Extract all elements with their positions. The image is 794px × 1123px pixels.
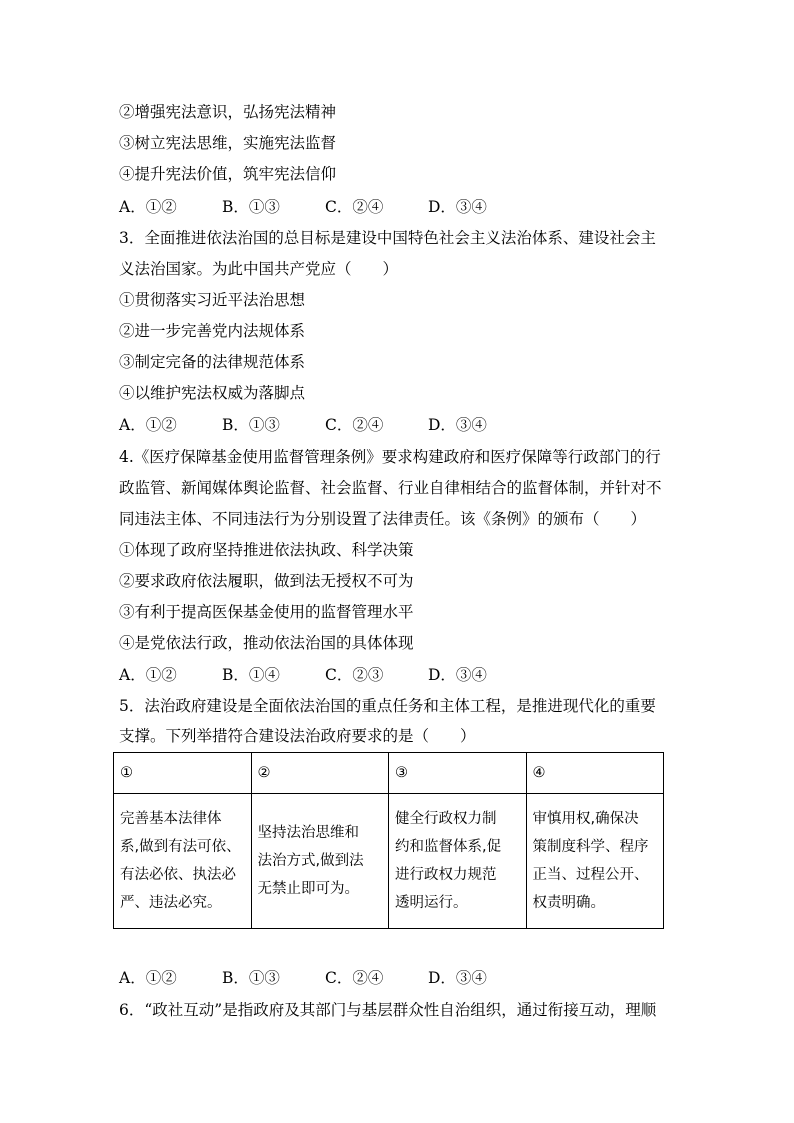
q4-stem-line-3: 同违法主体、不同违法行为分别设置了法律责任。该《条例》的颁布（ ） [119, 510, 647, 528]
cell-line: 进行政权力规范 [395, 867, 497, 883]
q2-choice-a[interactable]: A．①② [119, 198, 177, 216]
q5-stem-line-2: 支撑。下列举措符合建设法治政府要求的是（ ） [119, 727, 476, 745]
table-header-cell: ② [251, 753, 389, 794]
q3-choice-b[interactable]: B．①③ [222, 416, 280, 434]
q5-choice-d[interactable]: D．③④ [428, 969, 487, 987]
cell-line: 透明运行。 [395, 895, 468, 911]
cell-line: 有法必依、执法必 [120, 867, 236, 883]
table-cell-4 [526, 794, 664, 929]
q3-option-2: ②进一步完善党内法规体系 [119, 322, 306, 340]
q4-option-1: ①体现了政府坚持推进依法执政、科学决策 [119, 541, 414, 559]
q3-choice-d[interactable]: D．③④ [428, 416, 487, 434]
q4-choice-b[interactable]: B．①④ [222, 666, 280, 684]
q5-choice-b[interactable]: B．①③ [222, 969, 280, 987]
cell-line: 系,做到有法可依、 [120, 839, 241, 855]
q3-option-1: ①贯彻落实习近平法治思想 [119, 291, 306, 309]
q2-option-4: ④提升宪法价值，筑牢宪法信仰 [119, 165, 337, 183]
q4-stem-line-1: 4.《医疗保障基金使用监督管理条例》要求构建政府和医疗保障等行政部门的行 [119, 448, 661, 466]
q2-choice-c[interactable]: C．②④ [325, 198, 384, 216]
q4-choice-c[interactable]: C．②③ [325, 666, 384, 684]
q3-stem-line-2: 义法治国家。为此中国共产党应（ ） [119, 260, 399, 278]
cell-line: 无禁止即可为。 [257, 881, 359, 897]
cell-line: 约和监督体系,促 [395, 839, 502, 855]
q5-choice-c[interactable]: C．②④ [325, 969, 384, 987]
q4-option-4: ④是党依法行政，推动依法治国的具体体现 [119, 634, 414, 652]
cell-line: 策制度科学、程序 [532, 839, 649, 855]
q4-option-3: ③有利于提高医保基金使用的监督管理水平 [119, 603, 414, 621]
q3-answer-choices [119, 415, 531, 435]
table-header-row [114, 753, 664, 794]
q2-answer-choices [119, 197, 531, 217]
q3-option-3: ③制定完备的法律规范体系 [119, 353, 306, 371]
q4-choice-d[interactable]: D．③④ [428, 666, 487, 684]
cell-line: 权责明确。 [532, 895, 605, 911]
table-header-cell: ④ [526, 753, 664, 794]
q2-option-2: ②增强宪法意识，弘扬宪法精神 [119, 103, 337, 121]
cell-line: 坚持法治思维和 [257, 825, 359, 841]
q4-stem-line-2: 政监管、新闻媒体舆论监督、社会监督、行业自律相结合的监督体制，并针对不 [119, 479, 662, 497]
cell-line: 审慎用权,确保决 [532, 811, 639, 827]
q4-option-2: ②要求政府依法履职，做到法无授权不可为 [119, 572, 414, 590]
table-header-cell: ③ [389, 753, 527, 794]
table-header-cell: ① [114, 753, 252, 794]
cell-line: 法治方式,做到法 [257, 853, 364, 869]
table-cell-3 [389, 794, 527, 929]
q3-choice-c[interactable]: C．②④ [325, 416, 384, 434]
table-cell-2 [251, 794, 389, 929]
q5-answer-choices [119, 968, 531, 988]
q4-choice-a[interactable]: A．①② [119, 666, 177, 684]
table-cell-1 [114, 794, 252, 929]
q2-option-3: ③树立宪法思维，实施宪法监督 [119, 134, 337, 152]
cell-line: 严、违法必究。 [120, 895, 222, 911]
cell-line: 完善基本法律体 [120, 811, 222, 827]
cell-line: 正当、过程公开、 [532, 867, 649, 883]
q2-choice-d[interactable]: D．③④ [428, 198, 487, 216]
q5-stem-line-1: 5．法治政府建设是全面依法治国的重点任务和主体工程，是推进现代化的重要 [119, 697, 656, 715]
q4-answer-choices [119, 665, 531, 685]
q5-choice-a[interactable]: A．①② [119, 969, 177, 987]
q6-stem-line-1: 6．“政社互动”是指政府及其部门与基层群众性自治组织，通过衔接互动，理顺 [119, 1001, 657, 1019]
q3-choice-a[interactable]: A．①② [119, 416, 177, 434]
q3-stem-line-1: 3．全面推进依法治国的总目标是建设中国特色社会主义法治体系、建设社会主 [119, 229, 656, 247]
q5-options-table [113, 752, 664, 929]
cell-line: 健全行政权力制 [395, 811, 497, 827]
q3-option-4: ④以维护宪法权威为落脚点 [119, 384, 306, 402]
q2-choice-b[interactable]: B．①③ [222, 198, 280, 216]
table-row [114, 794, 664, 929]
